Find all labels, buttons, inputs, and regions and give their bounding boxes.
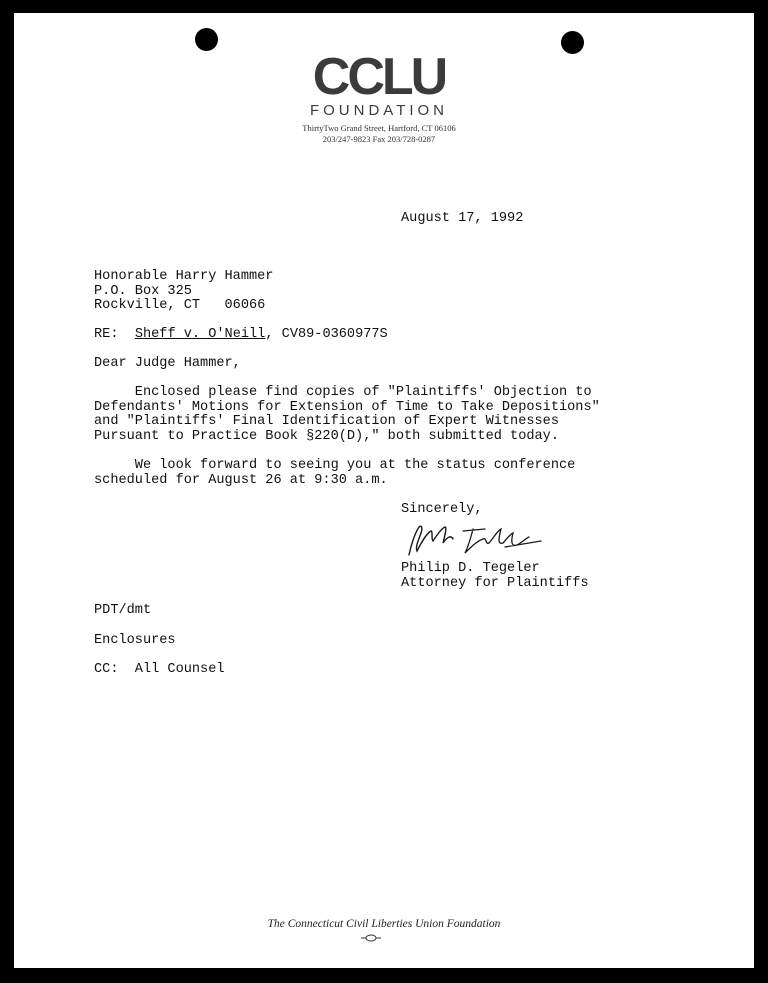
signer-title: Attorney for Plaintiffs	[401, 575, 589, 591]
closing: Sincerely,	[401, 502, 483, 517]
recipient-city: Rockville, CT 06066	[94, 298, 266, 313]
paragraph-line: We look forward to seeing you at the status conference	[94, 458, 576, 473]
letter-date: August 17, 1992	[401, 211, 524, 226]
paragraph-line: Pursuant to Practice Book §220(D)," both submitted today.	[94, 428, 559, 444]
body-paragraph-2	[94, 459, 575, 488]
salutation: Dear Judge Hammer,	[94, 356, 241, 371]
re-label: RE:	[94, 327, 119, 342]
recipient-address	[94, 270, 273, 314]
handwritten-signature	[401, 517, 551, 561]
logo-foundation-text: FOUNDATION	[309, 102, 449, 119]
phone-line: 203/247-9823 Fax 203/728-0287	[322, 134, 436, 144]
paragraph-line: Enclosed please find copies of "Plaintiffs' Objection to	[94, 385, 592, 400]
body-paragraph-1	[94, 386, 600, 444]
union-bug-icon	[361, 934, 381, 942]
typist-initials: PDT/dmt	[94, 603, 152, 618]
enclosures-note: Enclosures	[94, 633, 176, 648]
cc-line: CC: All Counsel	[94, 662, 225, 677]
case-name: Sheff v. O'Neill	[134, 327, 266, 342]
recipient-name: Honorable Harry Hammer	[94, 269, 274, 284]
paragraph-line: Defendants' Motions for Extension of Time to Take Depositions"	[94, 399, 600, 415]
case-number: , CV89-0360977S	[265, 327, 388, 342]
paragraph-line: scheduled for August 26 at 9:30 a.m.	[94, 472, 388, 488]
letterhead	[279, 48, 479, 145]
paragraph-line: and "Plaintiffs' Final Identification of Expert Witnesses	[94, 414, 559, 429]
address-line: ThirtyTwo Grand Street, Hartford, CT 06106	[302, 123, 456, 133]
letterhead-address	[279, 123, 479, 145]
recipient-street: P.O. Box 325	[94, 283, 192, 299]
letter-page	[14, 13, 754, 968]
cclu-logo: CCLU	[312, 48, 446, 106]
signer-name: Philip D. Tegeler	[401, 561, 540, 576]
re-line	[94, 328, 388, 343]
punch-hole-left	[195, 28, 218, 51]
footer-organization: The Connecticut Civil Liberties Union Foundation	[267, 918, 501, 930]
punch-hole-right	[561, 31, 584, 54]
signer-block	[401, 562, 589, 591]
